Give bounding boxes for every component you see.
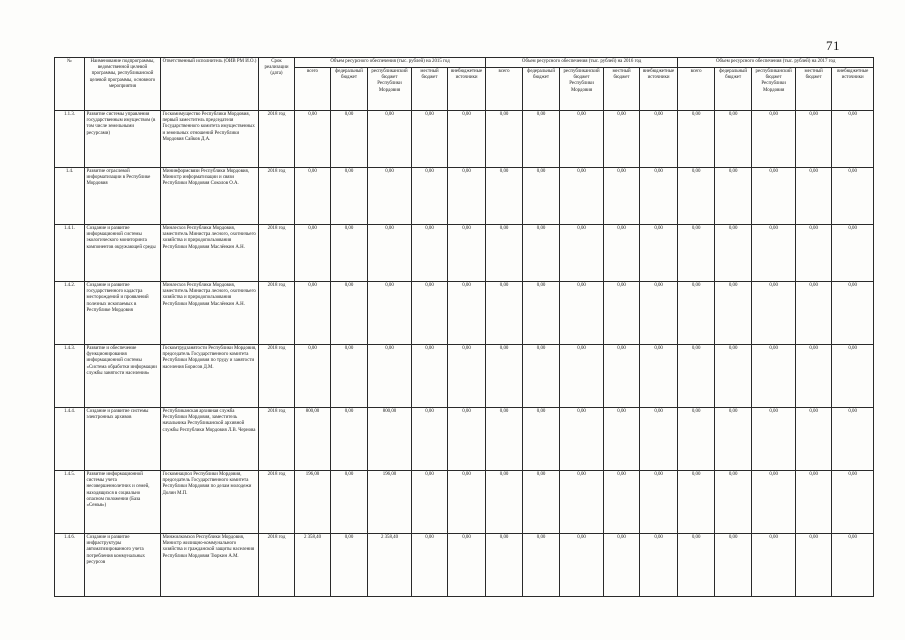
- value-offbudget-2015: 0,00: [448, 534, 486, 597]
- row-executor: Мининформсвязи Республики Мордовия, Министр информатизации и связи Республики Мордовия Соколов О.А.: [161, 168, 259, 225]
- value-republic-2015: 0,00: [368, 168, 412, 225]
- row-term: 2018 год: [259, 111, 295, 168]
- row-name: Развитие системы управления государственным имуществом (в том числе земельными ресурсами): [85, 111, 161, 168]
- value-federal-2017: 0,00: [715, 168, 752, 225]
- table-row: [55, 534, 874, 597]
- value-republic-2017: 0,00: [752, 168, 796, 225]
- header-group-2017: Объем ресурсного обеспечения (тыс. рублей) на 2017 год: [678, 58, 874, 68]
- value-federal-2017: 0,00: [715, 111, 752, 168]
- value-local-2015: 0,00: [412, 408, 448, 471]
- value-federal-2016: 0,00: [523, 345, 560, 408]
- value-total-2015: 0,00: [295, 168, 331, 225]
- resource-table: [54, 57, 874, 597]
- value-total-2016: 0,00: [486, 345, 523, 408]
- value-local-2016: 0,00: [604, 408, 640, 471]
- row-name: Развитие отраслевой информатизации в Республике Мордовия: [85, 168, 161, 225]
- value-total-2015: 196,00: [295, 471, 331, 534]
- value-federal-2017: 0,00: [715, 345, 752, 408]
- value-local-2016: 0,00: [604, 282, 640, 345]
- value-local-2016: 0,00: [604, 168, 640, 225]
- value-federal-2016: 0,00: [523, 282, 560, 345]
- header-republic-2016: республиканский бюджет Республики Мордовия: [560, 68, 604, 111]
- value-federal-2015: 0,00: [331, 534, 368, 597]
- value-offbudget-2017: 0,00: [832, 345, 874, 408]
- value-total-2015: 0,00: [295, 345, 331, 408]
- row-num: 1.4.: [55, 168, 85, 225]
- value-offbudget-2015: 0,00: [448, 111, 486, 168]
- row-name: Создание и развитие инфраструктуры автоматизированного учета потребления коммунальных ресурсов: [85, 534, 161, 597]
- header-offbudget-2017: внебюджетные источники: [832, 68, 874, 111]
- value-offbudget-2017: 0,00: [832, 471, 874, 534]
- header-republic-2015: республиканский бюджет Республики Мордовия: [368, 68, 412, 111]
- row-executor: Минлесхоз Республики Мордовия, заместитель Министра лесного, охотничьего хозяйства и природопользования Республики Мордовия Маслёнкин А.Н.: [161, 282, 259, 345]
- value-republic-2017: 0,00: [752, 345, 796, 408]
- value-local-2017: 0,00: [796, 471, 832, 534]
- value-federal-2016: 0,00: [523, 111, 560, 168]
- value-offbudget-2016: 0,00: [640, 471, 678, 534]
- table-row: [55, 111, 874, 168]
- header-local-2017: местный бюджет: [796, 68, 832, 111]
- value-offbudget-2015: 0,00: [448, 471, 486, 534]
- value-local-2017: 0,00: [796, 408, 832, 471]
- value-offbudget-2017: 0,00: [832, 111, 874, 168]
- value-offbudget-2016: 0,00: [640, 408, 678, 471]
- row-term: 2018 год: [259, 408, 295, 471]
- header-local-2016: местный бюджет: [604, 68, 640, 111]
- row-num: 1.4.4.: [55, 408, 85, 471]
- value-local-2017: 0,00: [796, 168, 832, 225]
- value-republic-2016: 0,00: [560, 111, 604, 168]
- header-total-2015: всего: [295, 68, 331, 111]
- row-num: 1.1.3.: [55, 111, 85, 168]
- value-republic-2017: 0,00: [752, 282, 796, 345]
- row-name: Создание и развитие информационной системы экологического мониторинга компонентов окружающей среды: [85, 225, 161, 282]
- header-num: №: [55, 58, 85, 111]
- value-republic-2017: 0,00: [752, 408, 796, 471]
- header-group-2016: Объем ресурсного обеспечения (тыс. рублей) на 2016 год: [486, 58, 678, 68]
- value-federal-2015: 0,00: [331, 408, 368, 471]
- value-total-2016: 0,00: [486, 168, 523, 225]
- value-republic-2017: 0,00: [752, 111, 796, 168]
- value-federal-2016: 0,00: [523, 534, 560, 597]
- value-total-2017: 0,00: [678, 225, 715, 282]
- table-row: [55, 345, 874, 408]
- row-num: 1.4.6.: [55, 534, 85, 597]
- value-offbudget-2015: 0,00: [448, 168, 486, 225]
- value-republic-2015: 2 358,40: [368, 534, 412, 597]
- value-total-2016: 0,00: [486, 111, 523, 168]
- header-term: Срок реализации (дата): [259, 58, 295, 111]
- table-row: [55, 408, 874, 471]
- value-republic-2017: 0,00: [752, 471, 796, 534]
- value-republic-2016: 0,00: [560, 282, 604, 345]
- value-total-2016: 0,00: [486, 534, 523, 597]
- value-total-2017: 0,00: [678, 408, 715, 471]
- header-local-2015: местный бюджет: [412, 68, 448, 111]
- header-offbudget-2016: внебюджетные источники: [640, 68, 678, 111]
- value-total-2017: 0,00: [678, 168, 715, 225]
- row-executor: Минлесхоз Республики Мордовия, заместитель Министра лесного, охотничьего хозяйства и природопользования Республики Мордовия Маслёнкин А.Н.: [161, 225, 259, 282]
- table-header: [55, 58, 874, 111]
- row-num: 1.4.1.: [55, 225, 85, 282]
- row-num: 1.4.2.: [55, 282, 85, 345]
- row-name: Создание и развитие системы электронных архивов: [85, 408, 161, 471]
- row-name: Создание и развитие государственного кадастра месторождений и проявлений полезных ископаемых в Республике Мордовия: [85, 282, 161, 345]
- value-offbudget-2017: 0,00: [832, 534, 874, 597]
- row-term: 2018 год: [259, 282, 295, 345]
- value-total-2015: 0,00: [295, 282, 331, 345]
- value-federal-2015: 0,00: [331, 345, 368, 408]
- value-republic-2016: 0,00: [560, 471, 604, 534]
- value-total-2017: 0,00: [678, 534, 715, 597]
- value-local-2015: 0,00: [412, 111, 448, 168]
- value-republic-2016: 0,00: [560, 534, 604, 597]
- header-total-2017: всего: [678, 68, 715, 111]
- header-offbudget-2015: внебюджетные источники: [448, 68, 486, 111]
- value-federal-2016: 0,00: [523, 168, 560, 225]
- value-offbudget-2016: 0,00: [640, 225, 678, 282]
- table-row: [55, 168, 874, 225]
- value-federal-2017: 0,00: [715, 534, 752, 597]
- value-local-2017: 0,00: [796, 111, 832, 168]
- row-executor: Минжилкомхоз Республики Мордовия, Министр жилищно-коммунального хозяйства и гражданской защиты населения Республики Мордовия Тюркин А.М.: [161, 534, 259, 597]
- value-offbudget-2017: 0,00: [832, 408, 874, 471]
- value-total-2017: 0,00: [678, 282, 715, 345]
- value-local-2015: 0,00: [412, 534, 448, 597]
- value-offbudget-2016: 0,00: [640, 111, 678, 168]
- header-federal-2016: федеральный бюджет: [523, 68, 560, 111]
- header-federal-2017: федеральный бюджет: [715, 68, 752, 111]
- table-row: [55, 225, 874, 282]
- value-local-2017: 0,00: [796, 225, 832, 282]
- value-total-2015: 800,00: [295, 408, 331, 471]
- value-offbudget-2015: 0,00: [448, 282, 486, 345]
- value-total-2015: 2 358,40: [295, 534, 331, 597]
- value-federal-2015: 0,00: [331, 168, 368, 225]
- value-offbudget-2016: 0,00: [640, 168, 678, 225]
- value-local-2016: 0,00: [604, 534, 640, 597]
- row-name: Развитие информационной системы учета несовершеннолетних и семей, находящихся в социально опасном положении (База «Семья»): [85, 471, 161, 534]
- value-total-2015: 0,00: [295, 111, 331, 168]
- value-total-2016: 0,00: [486, 471, 523, 534]
- value-total-2017: 0,00: [678, 111, 715, 168]
- header-group-2015: Объем ресурсного обеспечения (тыс. рублей) на 2015 год: [295, 58, 486, 68]
- value-local-2015: 0,00: [412, 345, 448, 408]
- value-local-2016: 0,00: [604, 345, 640, 408]
- value-total-2015: 0,00: [295, 225, 331, 282]
- row-term: 2018 год: [259, 534, 295, 597]
- value-offbudget-2015: 0,00: [448, 408, 486, 471]
- value-offbudget-2017: 0,00: [832, 282, 874, 345]
- value-republic-2016: 0,00: [560, 408, 604, 471]
- value-republic-2015: 800,00: [368, 408, 412, 471]
- value-federal-2017: 0,00: [715, 225, 752, 282]
- value-federal-2015: 0,00: [331, 282, 368, 345]
- value-republic-2015: 196,00: [368, 471, 412, 534]
- value-republic-2016: 0,00: [560, 345, 604, 408]
- row-term: 2018 год: [259, 471, 295, 534]
- value-total-2017: 0,00: [678, 471, 715, 534]
- value-local-2016: 0,00: [604, 471, 640, 534]
- value-republic-2016: 0,00: [560, 168, 604, 225]
- row-term: 2018 год: [259, 225, 295, 282]
- row-num: 1.4.3.: [55, 345, 85, 408]
- value-local-2016: 0,00: [604, 111, 640, 168]
- row-executor: Госкомнацпол Республики Мордовия, председатель Государственного комитета Республики Мордовия по делам молодежи Долин М.П.: [161, 471, 259, 534]
- value-total-2016: 0,00: [486, 408, 523, 471]
- value-total-2017: 0,00: [678, 345, 715, 408]
- value-republic-2016: 0,00: [560, 225, 604, 282]
- page-number: 71: [826, 38, 840, 53]
- value-republic-2015: 0,00: [368, 225, 412, 282]
- value-local-2017: 0,00: [796, 345, 832, 408]
- value-federal-2015: 0,00: [331, 225, 368, 282]
- header-federal-2015: федеральный бюджет: [331, 68, 368, 111]
- value-federal-2016: 0,00: [523, 471, 560, 534]
- value-offbudget-2017: 0,00: [832, 168, 874, 225]
- value-local-2015: 0,00: [412, 471, 448, 534]
- value-federal-2015: 0,00: [331, 111, 368, 168]
- value-total-2016: 0,00: [486, 225, 523, 282]
- table-row: [55, 471, 874, 534]
- value-federal-2017: 0,00: [715, 282, 752, 345]
- header-republic-2017: республиканский бюджет Республики Мордовия: [752, 68, 796, 111]
- value-local-2017: 0,00: [796, 534, 832, 597]
- value-federal-2016: 0,00: [523, 225, 560, 282]
- value-offbudget-2016: 0,00: [640, 534, 678, 597]
- value-federal-2015: 0,00: [331, 471, 368, 534]
- value-federal-2017: 0,00: [715, 408, 752, 471]
- value-offbudget-2015: 0,00: [448, 225, 486, 282]
- header-name: Наименование подпрограммы, ведомственной целевой программы, республиканской целевой программы, основного мероприятия: [85, 58, 161, 111]
- row-executor: Госкомимущество Республики Мордовия, первый заместитель председателя Государственного комитета имущественных и земельных отношений Республики Мордовия Сайков Д.А.: [161, 111, 259, 168]
- value-republic-2015: 0,00: [368, 282, 412, 345]
- value-offbudget-2016: 0,00: [640, 345, 678, 408]
- value-local-2016: 0,00: [604, 225, 640, 282]
- row-executor: Республиканская архивная служба Республики Мордовия, заместитель начальника Республиканской архивной службы Республики Мордовия Л.В. Чернова: [161, 408, 259, 471]
- table-body: [55, 111, 874, 597]
- row-executor: Госкомтрудзанятости Республики Мордовия, председатель Государственного комитета Республики Мордовия по труду и занятости населения Борисов Д.М.: [161, 345, 259, 408]
- value-federal-2017: 0,00: [715, 471, 752, 534]
- value-offbudget-2017: 0,00: [832, 225, 874, 282]
- row-term: 2018 год: [259, 168, 295, 225]
- value-republic-2017: 0,00: [752, 534, 796, 597]
- row-name: Развитие и обеспечение функционирования информационной системы «Система обработки информации службы занятости населения»: [85, 345, 161, 408]
- value-local-2015: 0,00: [412, 282, 448, 345]
- value-local-2017: 0,00: [796, 282, 832, 345]
- header-executor: Ответственный исполнитель (ОИВ РМ И.О.): [161, 58, 259, 111]
- value-offbudget-2015: 0,00: [448, 345, 486, 408]
- value-local-2015: 0,00: [412, 168, 448, 225]
- value-republic-2017: 0,00: [752, 225, 796, 282]
- value-total-2016: 0,00: [486, 282, 523, 345]
- value-republic-2015: 0,00: [368, 345, 412, 408]
- header-total-2016: всего: [486, 68, 523, 111]
- value-republic-2015: 0,00: [368, 111, 412, 168]
- value-local-2015: 0,00: [412, 225, 448, 282]
- value-offbudget-2016: 0,00: [640, 282, 678, 345]
- table-row: [55, 282, 874, 345]
- row-term: 2018 год: [259, 345, 295, 408]
- value-federal-2016: 0,00: [523, 408, 560, 471]
- row-num: 1.4.5.: [55, 471, 85, 534]
